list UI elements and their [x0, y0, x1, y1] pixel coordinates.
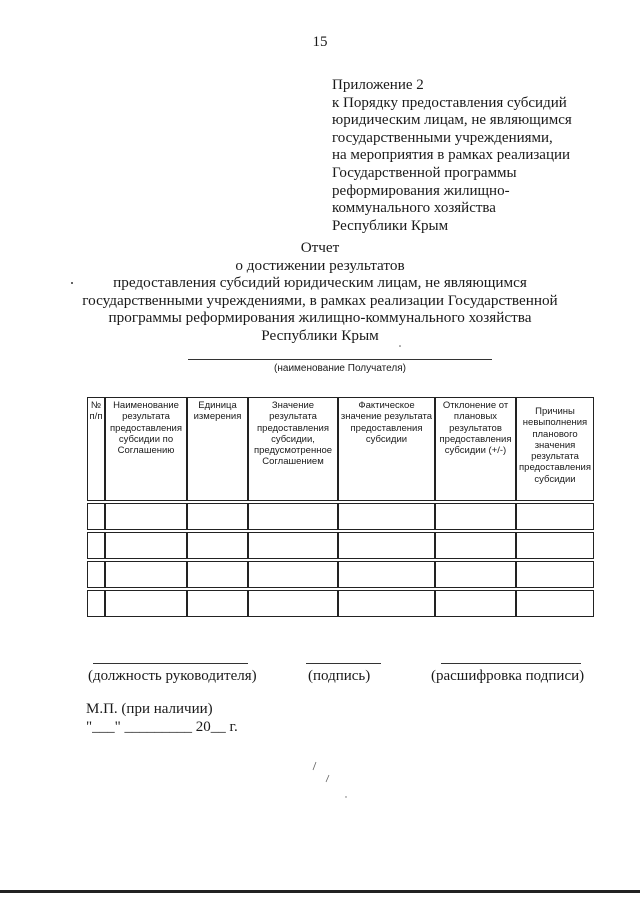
title-line: государственными учреждениями, в рамках реализации Государственной [82, 291, 558, 309]
stamp-note: М.П. (при наличии) [86, 701, 213, 717]
appendix-line: Приложение 2 [332, 77, 424, 93]
appendix-line: Государственной программы [332, 164, 517, 181]
header-text: предоставления [257, 422, 329, 434]
header-text: значение результата [340, 411, 433, 423]
header-text: измерения [193, 411, 242, 423]
header-text: планового [532, 428, 578, 440]
header-text: значения [534, 439, 576, 451]
header-text: предоставления [110, 422, 182, 434]
appendix-line: коммунального хозяйства [332, 200, 496, 217]
header-text: результата [122, 411, 170, 423]
appendix-line: юридическим лицам, не являющимся [332, 112, 572, 129]
title-line: Отчет [300, 239, 340, 256]
header-text: Значение [271, 400, 315, 411]
page-number: 15 [312, 34, 328, 50]
header-text: субсидии по [118, 433, 174, 445]
header-text: невыполнения [522, 417, 588, 429]
bottom-edge [0, 890, 640, 893]
header-text: субсидии [365, 433, 408, 445]
header-text: Отклонение от [442, 400, 509, 411]
date-line: "___" _________ 20__ г. [86, 718, 238, 735]
header-text: Наименование [113, 400, 179, 411]
title-line: о достижении результатов [235, 256, 405, 274]
header-text: Соглашением [262, 456, 324, 468]
signature-caption: (подпись) [308, 668, 371, 684]
header-text: предоставления [350, 422, 423, 434]
header-text: плановых [453, 411, 498, 423]
header-text: субсидии [534, 473, 576, 485]
header-text: результата [269, 411, 317, 423]
recipient-caption: (наименование Получателя) [274, 363, 406, 374]
title-line: программы реформирования жилищно-коммунального хозяйства [108, 309, 532, 327]
appendix-line: реформирования жилищно- [332, 182, 510, 199]
position-caption: (должность руководителя) [88, 668, 257, 684]
appendix-line: к Порядку предоставления субсидий [332, 94, 567, 111]
appendix-line: на мероприятия в рамках реализации [332, 147, 571, 164]
header-text: субсидии, [271, 433, 315, 445]
appendix-line: Республики Крым [332, 217, 449, 234]
appendix-line: государственными учреждениями, [332, 129, 553, 146]
header-text: Соглашению [117, 445, 175, 457]
header-text: предоставления [439, 433, 512, 445]
header-text: результата [531, 451, 579, 463]
header-text: № [90, 400, 102, 411]
header-text: п/п [89, 411, 103, 423]
decoding-caption: (расшифровка подписи) [431, 668, 585, 684]
header-text: предоставления [519, 462, 591, 474]
title-line: Республики Крым [261, 326, 379, 344]
header-text: Единица [198, 400, 237, 411]
header-text: Фактическое [358, 400, 415, 411]
header-text: результатов [449, 422, 502, 434]
title-line: предоставления субсидий юридическим лицам, не являющимся [113, 274, 527, 292]
header-text: Причины [535, 406, 575, 417]
header-text: субсидии (+/-) [444, 445, 507, 457]
header-text: предусмотренное [253, 445, 333, 457]
